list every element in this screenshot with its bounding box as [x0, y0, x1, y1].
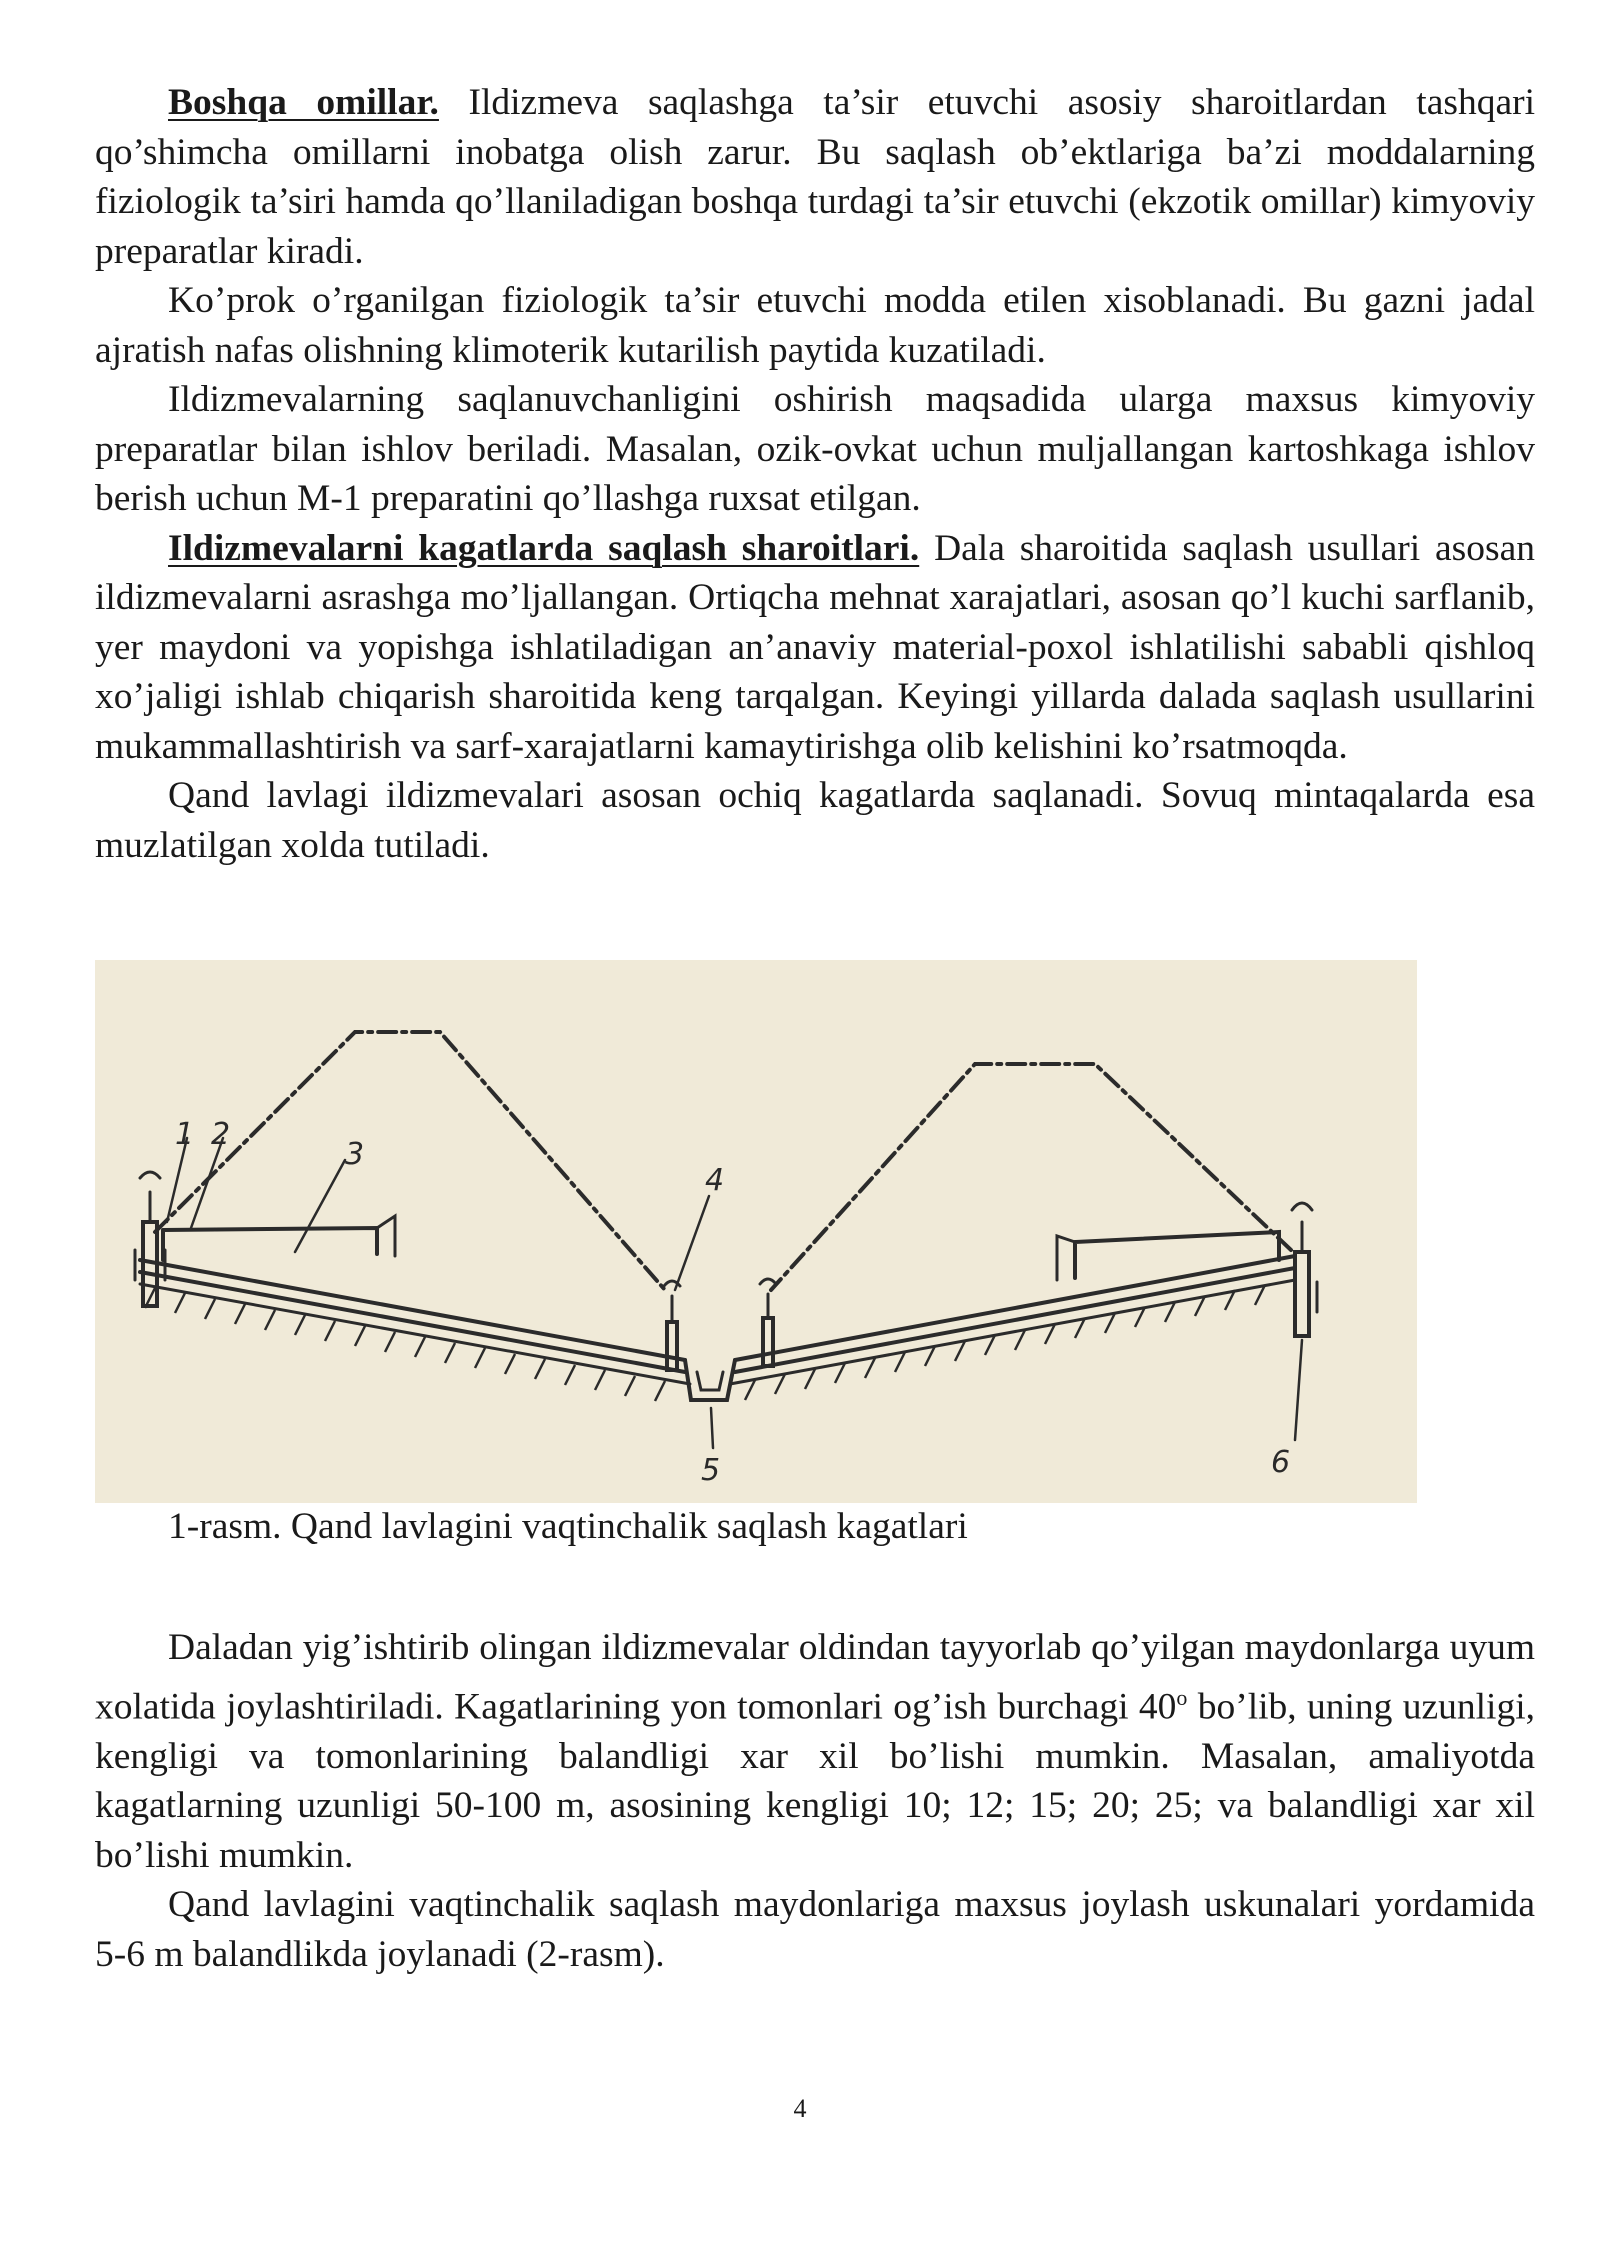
paragraph-kagat-conditions	[95, 524, 1535, 772]
paragraph-sugar-beet-storage: Qand lavlagi ildizmevalari asosan ochiq kagatlarda saqlanadi. Sovuq mintaqalarda esa muzlatilgan xolda tutiladi.	[95, 775, 1535, 866]
paragraph-chemical-treatment: Ildizmevalarning saqlanuvchanligini oshirish maqsadida ularga maxsus kimyoviy preparatlar bilan ishlov beriladi. Masalan, ozik-ovkat uchun muljallangan kartoshkaga ishlov berish uchun M-1 preparatini qo’llashga ruxsat etilgan.	[95, 379, 1535, 519]
figure-label-2: 2	[211, 1117, 231, 1152]
left-ground-line	[140, 1284, 690, 1384]
body-text-top	[95, 78, 1535, 870]
paragraph-text: Daladan yig’ishtirib olingan ildizmevalar oldindan tayyorlab qo’yilgan maydonlarga uyum xolatida joylashtiriladi. Kagatlarining yon tomonlari og’ish burchagi 40	[95, 1627, 1535, 1727]
central-channel-inner	[697, 1372, 723, 1390]
right-valve-icon	[1292, 1203, 1312, 1252]
right-platform-top	[735, 1256, 1295, 1360]
paragraph-text: Dala sharoitida saqlash usullari asosan ildizmevalarni asrashga mo’ljallangan. Ortiqcha mehnat xarajatlari, asosan qo’l kuchi sarflanib, yer maydoni va yopishga ishlatiladigan an’anaviy material-poxol ishlatilishi sababli qishloq xo’jaligi ishlab chiqarish sharoitida keng tarqalgan. Keyingi yillarda dalada saqlash usullarini mukammallashtirish va sarf-xarajatlarni kamaytirishga olib kelishini ko’rsatmoqda.	[95, 527, 1535, 767]
section-heading-kagat-conditions: Ildizmevalarni kagatlarda saqlash sharoitlari.	[168, 527, 920, 569]
figure-label-5: 5	[701, 1453, 721, 1488]
leader-line-6	[1295, 1340, 1302, 1440]
paragraph-text: bo’lib, uning uzunligi, kengligi va tomonlarining balandligi xar xil bo’lishi mumkin. Masalan, amaliyotda kagatlarning uzunligi 50-100 m, asosining kengligi 10; 12; 15; 20; 25; va balandligi xar xil bo’lishi mumkin.	[95, 1686, 1535, 1876]
paragraph-ethylene: Ko’prok o’rganilgan fiziologik ta’sir etuvchi modda etilen xisoblanadi. Bu gazni jadal ajratish nafas olishning klimoterik kutarilish paytida kuzatiladi.	[95, 280, 1535, 371]
leader-line-5	[711, 1408, 713, 1448]
section-heading-other-factors: Boshqa omillar.	[168, 82, 439, 123]
left-platform-top	[140, 1260, 685, 1360]
middle-left-valve-icon	[664, 1281, 680, 1322]
paragraph-pile-placement	[95, 1623, 1535, 1880]
leader-line-3	[295, 1160, 345, 1252]
middle-left-post	[667, 1322, 677, 1370]
right-end-post	[1295, 1252, 1309, 1336]
left-pile-outline	[155, 1032, 665, 1290]
paragraph-text: Ildizmeva saqlashga ta’sir etuvchi asosiy sharoitlardan tashqari qo’shimcha omillarni inobatga olish zarur. Bu saqlash ob’ektlariga ba’zi moddalarning fiziologik ta’siri hamda qo’llaniladigan boshqa turdagi ta’sir etuvchi (ekzotik omillar) kimyoviy preparatlar kiradi.	[95, 82, 1535, 272]
right-duct-mouth	[1057, 1236, 1075, 1280]
left-platform-bottom	[140, 1272, 685, 1372]
page-number: 4	[793, 2094, 807, 2123]
figure-kagat-diagram	[95, 960, 1417, 1503]
figure-label-6: 6	[1271, 1445, 1291, 1480]
paragraph-pile-height: Qand lavlagini vaqtinchalik saqlash maydonlariga maxsus joylash uskunalari yordamida 5-6 m balandlikda joylanadi (2-rasm).	[95, 1884, 1535, 1975]
degree-superscript: o	[1176, 1684, 1188, 1710]
right-pile-outline	[771, 1064, 1291, 1290]
figure-label-3: 3	[345, 1137, 365, 1172]
body-text-bottom	[95, 1623, 1535, 1979]
figure-label-4: 4	[705, 1163, 725, 1198]
right-platform-bottom	[735, 1268, 1295, 1372]
central-channel	[685, 1360, 735, 1400]
figure-label-1: 1	[175, 1117, 195, 1152]
right-ventilation-duct	[1075, 1232, 1279, 1278]
kagat-cross-section-drawing	[95, 960, 1417, 1503]
middle-right-post	[763, 1318, 773, 1366]
paragraph-other-factors	[95, 78, 1535, 276]
left-duct-mouth	[377, 1216, 395, 1256]
leader-line-4	[675, 1196, 709, 1290]
figure-caption: 1-rasm. Qand lavlagini vaqtinchalik saqlash kagatlari	[168, 1506, 968, 1547]
right-ground-line	[730, 1280, 1295, 1384]
left-ventilation-duct	[163, 1228, 377, 1260]
left-valve-icon	[140, 1172, 160, 1222]
